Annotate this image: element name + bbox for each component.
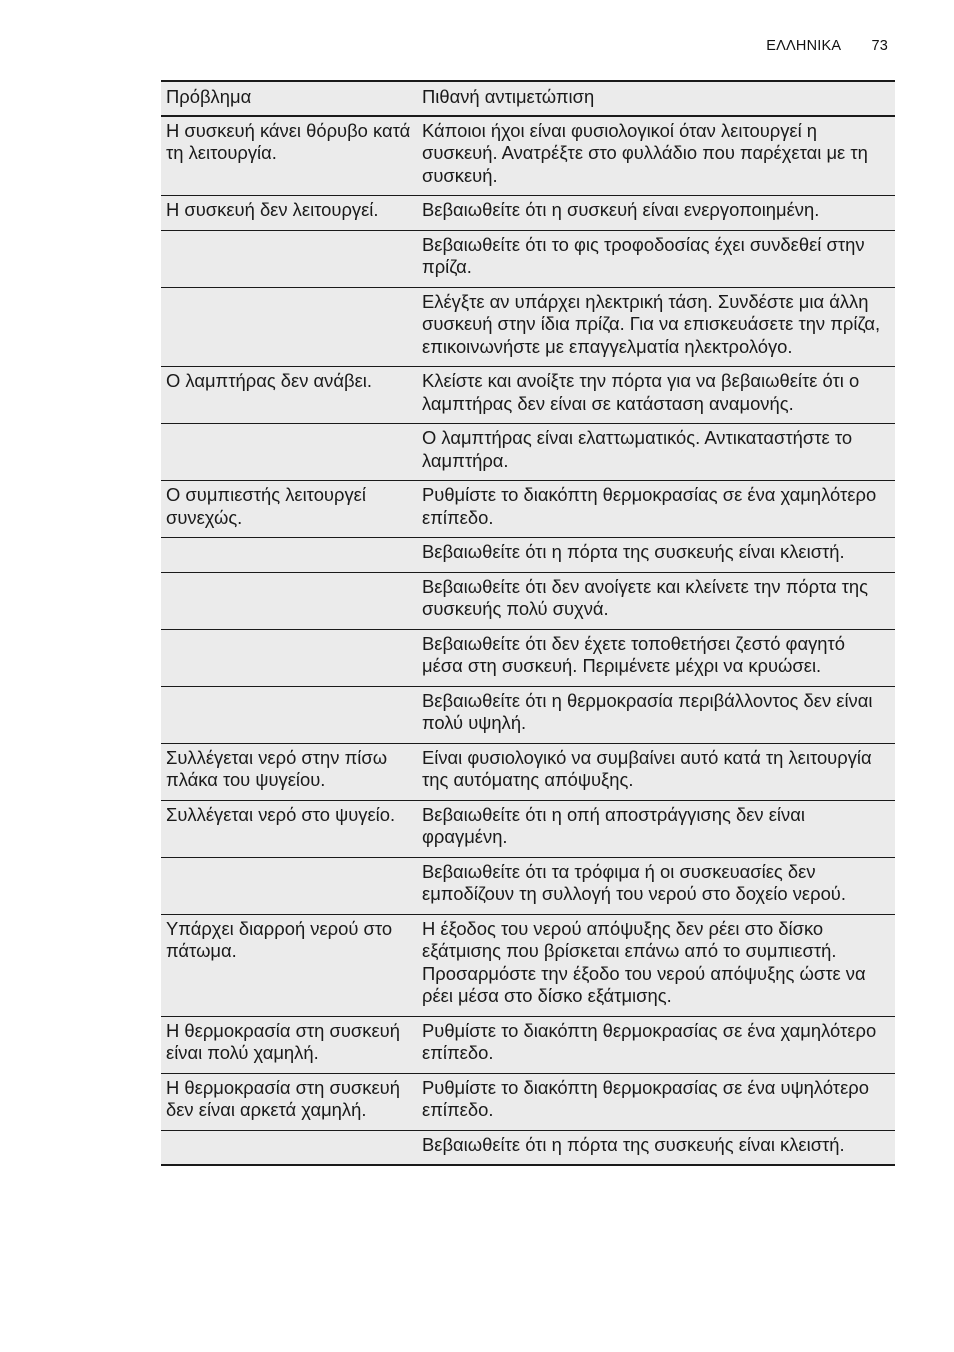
problem-cell: Συλλέγεται νερό στο ψυγείο. [161,800,417,857]
page-number: 73 [871,38,888,54]
table-row [161,1130,895,1165]
solution-cell: Ρυθμίστε το διακόπτη θερμοκρασίας σε ένα υψηλότερο επίπεδο. [417,1073,895,1130]
problem-cell [161,629,417,686]
problem-cell: Ο συμπιεστής λειτουργεί συνεχώς. [161,481,417,538]
solution-cell: Βεβαιωθείτε ότι τα τρόφιμα ή οι συσκευασίες δεν εμποδίζουν τη συλλογή του νερού στο δοχείο νερού. [417,857,895,914]
solution-cell: Βεβαιωθείτε ότι η πόρτα της συσκευής είναι κλειστή. [417,538,895,573]
solution-cell: Ρυθμίστε το διακόπτη θερμοκρασίας σε ένα χαμηλότερο επίπεδο. [417,1016,895,1073]
column-header-problem: Πρόβλημα [161,81,417,116]
problem-cell: Η θερμοκρασία στη συσκευή δεν είναι αρκετά χαμηλή. [161,1073,417,1130]
problem-cell [161,287,417,367]
problem-cell: Η θερμοκρασία στη συσκευή είναι πολύ χαμηλή. [161,1016,417,1073]
problem-cell [161,230,417,287]
solution-cell: Βεβαιωθείτε ότι δεν ανοίγετε και κλείνετε την πόρτα της συσκευής πολύ συχνά. [417,572,895,629]
table-row [161,230,895,287]
problem-cell [161,1130,417,1165]
solution-cell: Ρυθμίστε το διακόπτη θερμοκρασίας σε ένα χαμηλότερο επίπεδο. [417,481,895,538]
solution-cell: Ο λαμπτήρας είναι ελαττωματικός. Αντικαταστήστε το λαμπτήρα. [417,424,895,481]
table-body [161,116,895,1166]
table-row [161,686,895,743]
problem-cell: Η συσκευή κάνει θόρυβο κατά τη λειτουργία. [161,116,417,196]
table-row [161,116,895,196]
table-row [161,914,895,1016]
problem-cell [161,857,417,914]
problem-cell [161,572,417,629]
problem-cell: Συλλέγεται νερό στην πίσω πλάκα του ψυγείου. [161,743,417,800]
table-row [161,1073,895,1130]
solution-cell: Είναι φυσιολογικό να συμβαίνει αυτό κατά τη λειτουργία της αυτόματης απόψυξης. [417,743,895,800]
problem-cell [161,424,417,481]
table-header-row [161,81,895,116]
solution-cell: Κάποιοι ήχοι είναι φυσιολογικοί όταν λειτουργεί η συσκευή. Ανατρέξτε στο φυλλάδιο που παρέχεται με τη συσκευή. [417,116,895,196]
problem-cell [161,538,417,573]
table-row [161,481,895,538]
table-row [161,629,895,686]
solution-cell: Ελέγξτε αν υπάρχει ηλεκτρική τάση. Συνδέστε μια άλλη συσκευή στην ίδια πρίζα. Για να επισκευάσετε την πρίζα, επικοινωνήστε με επαγγελματία ηλεκτρολόγο. [417,287,895,367]
solution-cell: Κλείστε και ανοίξτε την πόρτα για να βεβαιωθείτε ότι ο λαμπτήρας δεν είναι σε κατάσταση αναμονής. [417,367,895,424]
table-row [161,857,895,914]
column-header-solution: Πιθανή αντιμετώπιση [417,81,895,116]
solution-cell: Βεβαιωθείτε ότι η συσκευή είναι ενεργοποιημένη. [417,196,895,231]
table-row [161,800,895,857]
table-row [161,743,895,800]
problem-cell: Υπάρχει διαρροή νερού στο πάτωμα. [161,914,417,1016]
table-row [161,572,895,629]
solution-cell: Βεβαιωθείτε ότι η οπή αποστράγγισης δεν είναι φραγμένη. [417,800,895,857]
table-row [161,1016,895,1073]
troubleshooting-table [161,80,895,1166]
table-row [161,424,895,481]
problem-cell [161,686,417,743]
table-row [161,367,895,424]
table-row [161,287,895,367]
table-row [161,196,895,231]
solution-cell: Βεβαιωθείτε ότι δεν έχετε τοποθετήσει ζεστό φαγητό μέσα στη συσκευή. Περιμένετε μέχρι να κρυώσει. [417,629,895,686]
solution-cell: Η έξοδος του νερού απόψυξης δεν ρέει στο δίσκο εξάτμισης που βρίσκεται επάνω από το συμπιεστή. Προσαρμόστε την έξοδο του νερού απόψυξης ώστε να ρέει μέσα στο δίσκο εξάτμισης. [417,914,895,1016]
table-row [161,538,895,573]
problem-cell: Ο λαμπτήρας δεν ανάβει. [161,367,417,424]
page-header [766,38,888,54]
problem-cell: Η συσκευή δεν λειτουργεί. [161,196,417,231]
solution-cell: Βεβαιωθείτε ότι η πόρτα της συσκευής είναι κλειστή. [417,1130,895,1165]
solution-cell: Βεβαιωθείτε ότι η θερμοκρασία περιβάλλοντος δεν είναι πολύ υψηλή. [417,686,895,743]
solution-cell: Βεβαιωθείτε ότι το φις τροφοδοσίας έχει συνδεθεί στην πρίζα. [417,230,895,287]
language-label: ΕΛΛΗΝΙΚΑ [766,38,842,54]
